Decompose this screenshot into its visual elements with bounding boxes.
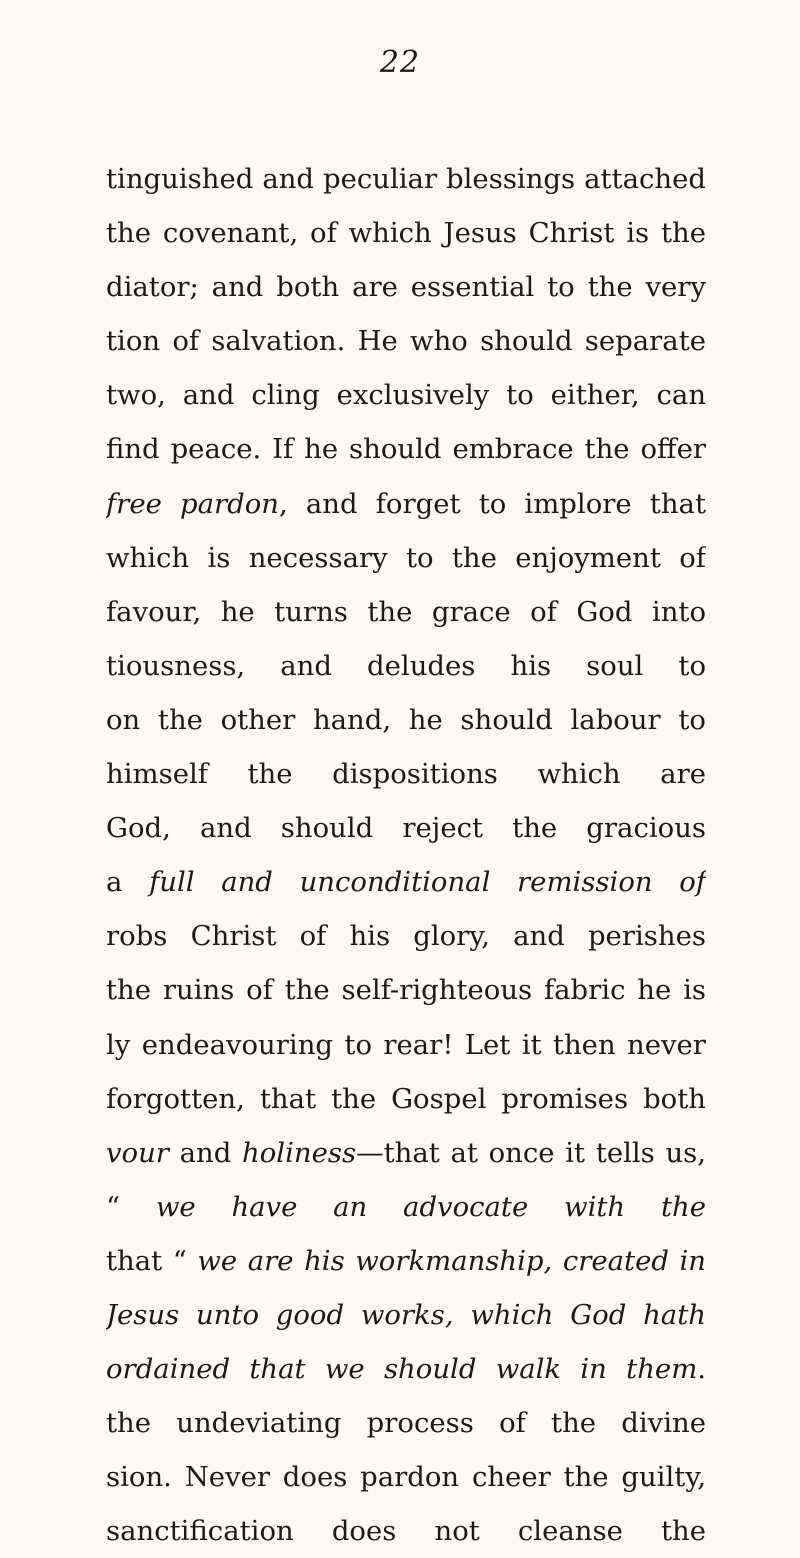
text-run: Never	[184, 1461, 270, 1494]
italic-text: created	[562, 1244, 669, 1277]
italic-text: Jesus	[106, 1298, 180, 1331]
italic-text: workmanship,	[355, 1244, 553, 1277]
text-run: the	[587, 271, 633, 304]
text-run: is	[207, 541, 231, 574]
text-run: to	[547, 271, 575, 304]
text-run: salvation.	[211, 325, 346, 358]
text-line	[106, 639, 706, 693]
text-run: turns	[274, 595, 348, 628]
text-run: to	[405, 541, 434, 574]
text-run: other	[220, 703, 296, 736]
text-run: sanctification	[106, 1515, 294, 1548]
text-run: forgotten,	[106, 1082, 245, 1115]
text-run: dispositions	[332, 758, 498, 791]
text-line	[106, 152, 706, 206]
text-run: soul	[586, 649, 644, 682]
text-line	[106, 1288, 706, 1342]
text-run: the	[563, 1461, 609, 1494]
page-number: 22	[379, 45, 421, 80]
text-run: the	[247, 758, 293, 791]
italic-text: we	[324, 1353, 365, 1386]
italic-text: in	[679, 1244, 706, 1277]
text-run: find	[106, 433, 160, 466]
text-run: hand,	[312, 703, 392, 736]
text-run: endeavouring	[141, 1028, 334, 1061]
text-run: into	[651, 595, 706, 628]
italic-text: full	[149, 866, 195, 899]
italic-text: advocate	[403, 1190, 529, 1223]
text-run: to	[344, 1028, 372, 1061]
text-run: of	[299, 920, 327, 953]
text-run: at	[450, 1136, 478, 1169]
text-run: does	[282, 1461, 348, 1494]
text-run: to	[478, 487, 507, 520]
text-run: essential	[410, 271, 535, 304]
text-run: process	[366, 1407, 474, 1440]
text-run: glory,	[413, 920, 490, 953]
italic-text: ordained	[106, 1353, 231, 1386]
text-run: .	[697, 1353, 706, 1386]
text-run: cling	[251, 379, 320, 412]
text-run: he	[637, 974, 672, 1007]
italic-text: hath	[643, 1298, 706, 1331]
text-run: and	[211, 271, 264, 304]
text-run: should	[480, 325, 573, 358]
text-run: of	[246, 974, 273, 1007]
italic-text: we	[155, 1190, 196, 1223]
italic-text: remission	[517, 866, 653, 899]
text-run: the	[106, 974, 152, 1007]
text-run: he	[408, 703, 443, 736]
text-run: If	[272, 433, 294, 466]
text-run: should	[349, 433, 442, 466]
italic-text: holiness	[242, 1136, 357, 1169]
text-run: a	[106, 866, 123, 899]
text-run: either,	[550, 379, 640, 412]
text-line	[106, 368, 706, 422]
text-run: the	[512, 812, 558, 845]
text-run: blessings	[446, 163, 576, 195]
italic-text: them	[626, 1353, 698, 1386]
text-run: that	[649, 487, 706, 520]
italic-text: we	[197, 1244, 238, 1277]
italic-text: that	[249, 1353, 306, 1386]
text-line	[106, 1342, 706, 1396]
italic-text: pardon	[180, 487, 280, 520]
text-line	[106, 477, 706, 531]
text-run: the	[157, 703, 203, 736]
text-run: it	[521, 1028, 542, 1061]
text-run: and	[179, 1136, 232, 1169]
text-run: perishes	[587, 920, 706, 953]
text-run: of	[172, 325, 200, 358]
text-run: to	[506, 379, 534, 412]
text-run: Gospel	[391, 1082, 487, 1115]
text-run: the	[584, 433, 630, 466]
italic-text: works,	[360, 1298, 454, 1331]
text-run: us,	[665, 1136, 706, 1169]
italic-text: with	[564, 1190, 626, 1223]
text-run: deludes	[367, 649, 476, 682]
text-run: he	[304, 433, 339, 466]
text-line	[106, 909, 706, 963]
text-run: grace	[431, 595, 511, 628]
italic-text: vour	[106, 1136, 169, 1169]
text-run: the	[284, 974, 330, 1007]
text-line	[106, 1234, 706, 1288]
text-run: not	[434, 1515, 480, 1548]
italic-text: walk	[495, 1353, 562, 1386]
text-run: who	[410, 325, 468, 358]
text-run: cleanse	[517, 1515, 623, 1548]
text-run: two,	[106, 379, 166, 412]
text-line	[106, 1180, 706, 1234]
text-run: fabric	[543, 974, 626, 1007]
text-run: the	[660, 217, 706, 250]
text-run: robs	[106, 920, 168, 953]
text-run: Jesus	[443, 217, 517, 250]
text-run: his	[510, 649, 552, 682]
italic-text: are	[247, 1244, 294, 1277]
text-run: the	[367, 595, 413, 628]
text-line	[106, 855, 706, 909]
text-run: does	[331, 1515, 397, 1548]
text-run: of	[310, 217, 337, 250]
text-run: is	[626, 217, 650, 250]
text-run: undeviating	[176, 1407, 342, 1440]
text-run: guilty,	[621, 1461, 706, 1494]
text-run: God	[576, 595, 633, 628]
text-run: of	[499, 1407, 526, 1440]
text-run: are	[352, 271, 398, 304]
text-run: Christ	[190, 920, 277, 953]
text-run: diator;	[106, 271, 199, 304]
text-run: his	[349, 920, 391, 953]
text-run: are	[660, 758, 706, 791]
text-run: both	[643, 1082, 706, 1115]
text-line	[106, 1396, 706, 1450]
text-line	[106, 747, 706, 801]
text-line	[106, 1504, 706, 1558]
text-run: the	[106, 1407, 152, 1440]
text-run: peculiar	[322, 163, 438, 195]
text-run: Let	[464, 1028, 511, 1061]
text-run: exclusively	[336, 379, 490, 412]
text-run: “	[172, 1244, 187, 1277]
text-run: “	[106, 1190, 121, 1223]
text-run: once	[488, 1136, 555, 1169]
text-run: ly	[106, 1028, 131, 1061]
text-run: divine	[621, 1407, 706, 1440]
text-run: and	[199, 812, 252, 845]
italic-text: should	[383, 1353, 477, 1386]
text-run: the	[451, 541, 497, 574]
text-line	[106, 314, 706, 368]
italic-text: have	[231, 1190, 298, 1223]
text-run: that	[106, 1244, 163, 1277]
text-run: promises	[501, 1082, 629, 1115]
text-run: ,	[279, 487, 288, 520]
text-line	[106, 1126, 706, 1180]
text-line	[106, 260, 706, 314]
text-run: the	[331, 1082, 377, 1115]
text-run: to	[678, 649, 706, 682]
text-run: pardon	[360, 1461, 460, 1494]
italic-text: an	[333, 1190, 368, 1223]
text-line	[106, 531, 706, 585]
body-text	[106, 152, 706, 1558]
text-run: tells	[595, 1136, 655, 1169]
text-run: never	[627, 1028, 706, 1061]
italic-text: and	[221, 866, 273, 899]
text-run: tinguished	[106, 163, 254, 195]
text-run: and	[513, 920, 565, 953]
text-run: which	[348, 217, 432, 250]
text-run: and	[305, 487, 358, 520]
text-run: offer	[640, 433, 706, 466]
text-run: ruins	[162, 974, 235, 1007]
text-run: it	[565, 1136, 586, 1169]
italic-text: God	[570, 1298, 627, 1331]
text-run: He	[357, 325, 398, 358]
text-run: labour	[570, 703, 661, 736]
text-run: himself	[106, 758, 208, 791]
text-run: and	[262, 163, 315, 195]
text-run: embrace	[452, 433, 574, 466]
text-run: the	[106, 217, 152, 250]
text-run: tion	[106, 325, 161, 358]
text-line	[106, 963, 706, 1017]
text-run: both	[276, 271, 340, 304]
text-line	[106, 206, 706, 260]
text-run: that	[259, 1082, 317, 1115]
text-run: cheer	[471, 1461, 551, 1494]
text-line	[106, 1018, 706, 1072]
text-run: the	[660, 1515, 706, 1548]
text-run: should	[280, 812, 374, 845]
text-line	[106, 693, 706, 747]
text-run: favour,	[106, 595, 202, 628]
text-run: covenant,	[162, 217, 299, 250]
text-run: he	[220, 595, 255, 628]
text-run: of	[530, 595, 557, 628]
text-run: attached	[584, 163, 706, 195]
text-run: and	[182, 379, 235, 412]
italic-text: good	[275, 1298, 345, 1331]
text-line	[106, 585, 706, 639]
italic-text: in	[580, 1353, 607, 1386]
text-run: is	[683, 974, 706, 1007]
text-line	[106, 1072, 706, 1126]
text-run: God,	[106, 812, 171, 845]
text-run: rear!	[383, 1028, 454, 1061]
text-run: which	[537, 758, 621, 791]
text-run: separate	[584, 325, 706, 358]
text-run: peace.	[170, 433, 262, 466]
text-run: to	[678, 703, 706, 736]
text-line	[106, 422, 706, 476]
text-line	[106, 1450, 706, 1504]
text-run: self-righteous	[341, 974, 533, 1007]
text-run: Christ	[528, 217, 615, 250]
text-run: on	[106, 703, 141, 736]
text-run: and	[280, 649, 332, 682]
text-run: can	[656, 379, 706, 412]
italic-text: which	[470, 1298, 554, 1331]
text-run: should	[460, 703, 553, 736]
text-run: gracious	[586, 812, 706, 845]
text-run: forget	[375, 487, 461, 520]
italic-text: unto	[195, 1298, 260, 1331]
text-run: necessary	[248, 541, 388, 574]
text-run: which	[106, 541, 190, 574]
text-run: reject	[402, 812, 484, 845]
text-line	[106, 801, 706, 855]
italic-text: of	[679, 866, 706, 899]
text-run: enjoyment	[515, 541, 661, 574]
text-run: the	[551, 1407, 597, 1440]
text-run: sion.	[106, 1461, 172, 1494]
text-run: very	[645, 271, 706, 304]
text-run: then	[552, 1028, 616, 1061]
italic-text: free	[106, 487, 162, 520]
italic-text: his	[304, 1244, 345, 1277]
text-run: tiousness,	[106, 649, 246, 682]
text-run: —that	[356, 1136, 440, 1169]
italic-text: the	[660, 1190, 706, 1223]
italic-text: unconditional	[299, 866, 491, 899]
text-run: of	[679, 541, 706, 574]
text-run: implore	[524, 487, 632, 520]
